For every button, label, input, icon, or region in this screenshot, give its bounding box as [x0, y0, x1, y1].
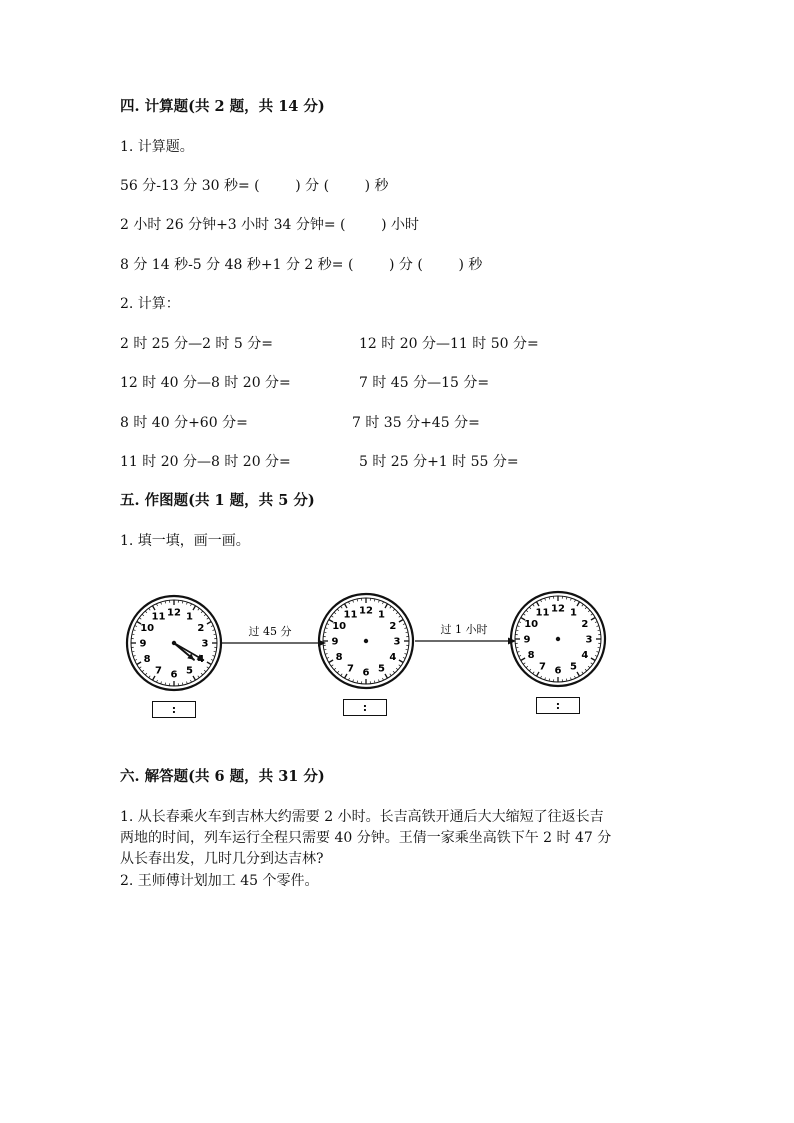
clock-number: 7	[155, 665, 162, 677]
clock-tick	[187, 682, 188, 684]
clock-tick	[341, 606, 342, 608]
clock-tick	[533, 672, 534, 674]
clock-tick	[582, 604, 583, 606]
clock-tick	[139, 618, 141, 619]
q2-row4-left: 11 时 20 分—8 时 20 分=	[120, 454, 291, 470]
clock-tick	[211, 659, 213, 660]
q2-row3-left: 8 时 40 分+60 分=	[120, 415, 248, 431]
answer-box-1[interactable]: :	[152, 701, 196, 718]
clock-number: 11	[151, 611, 166, 623]
clock-tick	[161, 682, 162, 684]
section4-q1-line1: 56 分-13 分 30 秒= ( ) 分 ( ) 秒	[120, 178, 389, 194]
clock-tick	[145, 611, 147, 613]
answer-box-2[interactable]: :	[343, 699, 387, 716]
clock-tick	[399, 620, 403, 623]
clock-number: 9	[139, 638, 147, 650]
clock-tick	[379, 600, 380, 602]
clock-tick	[149, 608, 150, 610]
clock-number: 3	[393, 636, 401, 648]
clock-tick	[349, 602, 350, 604]
section4-q1-line2: 2 小时 26 分钟+3 小时 34 分钟= ( ) 小时	[120, 217, 420, 233]
clock-number: 12	[167, 607, 181, 619]
clock-number: 7	[347, 663, 354, 675]
arrow-2-label: 过 1 小时	[440, 623, 488, 636]
clock-tick	[405, 628, 407, 629]
clock-tick	[201, 611, 203, 613]
clock-tick	[403, 657, 405, 658]
clock-3	[511, 592, 605, 686]
clock-number: 11	[343, 609, 358, 621]
clock-tick	[207, 618, 209, 619]
clock-number: 8	[335, 652, 343, 663]
clock-tick	[349, 678, 350, 680]
clock-center	[556, 637, 560, 641]
clock-tick	[597, 652, 599, 653]
section4-title: 四. 计算题(共 2 题，共 14 分)	[120, 98, 325, 115]
clock-number: 1	[186, 611, 193, 623]
clock-tick	[541, 600, 542, 602]
arrow-1-label: 过 45 分	[248, 625, 292, 638]
clock-tick	[139, 667, 141, 668]
clock-tick	[585, 669, 587, 671]
clock-tick	[571, 678, 572, 680]
clock-tick	[187, 602, 188, 604]
q2-row2-right: 7 时 45 分—15 分=	[359, 375, 490, 391]
clock-tick	[519, 655, 521, 656]
clock-tick	[353, 680, 354, 682]
clock-number: 10	[524, 619, 539, 630]
section4-q1-line3: 8 分 14 秒-5 分 48 秒+1 分 2 秒= ( ) 分 ( ) 秒	[120, 257, 483, 273]
clock-tick	[133, 630, 135, 631]
clock-tick	[591, 663, 593, 664]
clock-tick	[135, 659, 137, 660]
clock-number: 2	[581, 619, 589, 630]
clock-tick	[390, 674, 391, 676]
clock-tick	[149, 676, 150, 678]
clock-tick	[133, 656, 135, 657]
clock-tick	[591, 614, 593, 615]
clock-tick	[157, 680, 158, 682]
clock-number: 6	[170, 669, 178, 681]
clock-tick	[190, 680, 191, 682]
clock-tick	[517, 626, 519, 627]
clock-tick	[207, 622, 211, 625]
clock-tick	[135, 626, 137, 627]
clock-tick	[153, 676, 156, 680]
section5-q1-label: 1. 填一填，画一画。	[120, 533, 250, 549]
clock-tick	[595, 655, 597, 656]
clock-tick	[382, 678, 383, 680]
q2-row1-left: 2 时 25 分—2 时 5 分=	[120, 336, 273, 352]
clock-tick	[198, 676, 199, 678]
clock-tick	[329, 660, 333, 663]
clock-tick	[204, 614, 206, 616]
clock-number: 3	[585, 634, 593, 646]
clock-number: 1	[378, 609, 385, 621]
clock-tick	[325, 654, 327, 655]
clock-tick	[521, 658, 525, 661]
clock-number: 4	[389, 652, 397, 663]
clock-tick	[595, 622, 597, 623]
clock-tick	[207, 662, 211, 665]
clock-tick	[201, 673, 203, 675]
clock-tick	[390, 606, 391, 608]
clock-tick	[537, 602, 540, 606]
clock-number: 8	[143, 654, 151, 665]
clock-tick	[545, 598, 546, 600]
clock-tick	[541, 676, 542, 678]
section6-q2: 2. 王师傅计划加工 45 个零件。	[120, 873, 319, 889]
clock-number: 11	[535, 607, 550, 619]
clock-center	[364, 639, 368, 643]
clock-1	[127, 596, 221, 690]
clock-number: 3	[201, 638, 209, 650]
answer-box-3[interactable]: :	[536, 697, 580, 714]
clock-tick	[591, 618, 595, 621]
clock-tick	[517, 652, 519, 653]
clock-tick	[331, 665, 333, 666]
q2-row1-right: 12 时 20 分—11 时 50 分=	[359, 336, 539, 352]
clock-tick	[334, 612, 336, 614]
clock-number: 7	[539, 661, 546, 673]
clock-number: 10	[332, 621, 347, 632]
clock-tick	[529, 669, 531, 671]
clock-tick	[582, 672, 583, 674]
clock-tick	[385, 674, 388, 678]
clock-figure	[110, 580, 630, 730]
clock-number: 9	[331, 636, 339, 648]
clock-tick	[574, 600, 575, 602]
clock-number: 12	[551, 603, 565, 615]
clock-tick	[523, 614, 525, 615]
clock-tick	[207, 667, 209, 668]
clock-tick	[204, 670, 206, 672]
clock-tick	[327, 657, 329, 658]
clock-tick	[337, 671, 339, 673]
clock-tick	[529, 607, 531, 609]
clock-tick	[211, 626, 213, 627]
clock-tick	[405, 654, 407, 655]
clock-tick	[396, 612, 398, 614]
section4-q1-label: 1. 计算题。	[120, 139, 194, 155]
clock-number: 8	[527, 650, 535, 661]
clock-tick	[519, 622, 521, 623]
clock-number: 5	[570, 661, 577, 673]
section6-title: 六. 解答题(共 6 题，共 31 分)	[120, 768, 325, 785]
clock-number: 5	[378, 663, 385, 675]
section4-q2-label: 2. 计算：	[120, 296, 180, 312]
clock-tick	[345, 604, 348, 608]
clock-tick	[161, 602, 162, 604]
clock-tick	[157, 604, 158, 606]
clock-tick	[393, 671, 395, 673]
clock-tick	[213, 630, 215, 631]
clock-tick	[399, 665, 401, 666]
clock-tick	[577, 602, 580, 606]
clock-tick	[597, 626, 599, 627]
section5-title: 五. 作图题(共 1 题，共 5 分)	[120, 492, 315, 509]
clock-tick	[523, 663, 525, 664]
clock-2	[319, 594, 413, 688]
clock-tick	[193, 606, 196, 610]
clock-tick	[585, 607, 587, 609]
clock-tick	[526, 666, 528, 668]
clock-tick	[142, 614, 144, 616]
clock-tick	[353, 600, 354, 602]
clock-tick	[571, 598, 572, 600]
clock-tick	[393, 609, 395, 611]
clock-tick	[577, 672, 580, 676]
clock-tick	[399, 616, 401, 617]
clock-tick	[341, 674, 342, 676]
clock-tick	[145, 673, 147, 675]
clock-tick	[385, 604, 388, 608]
q2-row2-left: 12 时 40 分—8 时 20 分=	[120, 375, 291, 391]
clock-tick	[331, 616, 333, 617]
clock-number: 2	[389, 621, 397, 632]
clock-tick	[137, 662, 141, 665]
clock-tick	[213, 656, 215, 657]
clock-tick	[345, 674, 348, 678]
clock-tick	[190, 604, 191, 606]
clock-tick	[327, 624, 329, 625]
clock-tick	[533, 604, 534, 606]
clock-number: 5	[186, 665, 193, 677]
clock-tick	[588, 610, 590, 612]
clock-tick	[403, 624, 405, 625]
clock-tick	[537, 672, 540, 676]
clock-number: 4	[581, 650, 589, 661]
clock-number: 6	[554, 665, 562, 677]
clock-number: 10	[140, 623, 155, 634]
clock-tick	[198, 608, 199, 610]
clock-tick	[396, 668, 398, 670]
clock-number: 2	[197, 623, 205, 634]
q2-row4-right: 5 时 25 分+1 时 55 分=	[359, 454, 519, 470]
clock-tick	[337, 609, 339, 611]
clock-tick	[545, 678, 546, 680]
clock-tick	[193, 676, 196, 680]
clock-tick	[334, 668, 336, 670]
section6-q1: 1. 从长春乘火车到吉林大约需要 2 小时。长吉高铁开通后大大缩短了往返长吉 两地的时间，列车运行全程只需要 40 分钟。王倩一家乘坐高铁下午 2 时 47 分 从长春出发，几时几分到达吉林?	[120, 809, 612, 867]
clock-number: 6	[362, 667, 370, 679]
clock-tick	[382, 602, 383, 604]
clock-number: 1	[570, 607, 577, 619]
clock-tick	[399, 660, 403, 663]
clock-tick	[142, 670, 144, 672]
clock-tick	[588, 666, 590, 668]
clock-tick	[153, 606, 156, 610]
clock-tick	[379, 680, 380, 682]
q2-row3-right: 7 时 35 分+45 分=	[352, 415, 480, 431]
clock-tick	[574, 676, 575, 678]
clock-tick	[526, 610, 528, 612]
clock-tick	[325, 628, 327, 629]
clock-number: 12	[359, 605, 373, 617]
clock-number: 9	[523, 634, 531, 646]
clock-tick	[591, 658, 595, 661]
